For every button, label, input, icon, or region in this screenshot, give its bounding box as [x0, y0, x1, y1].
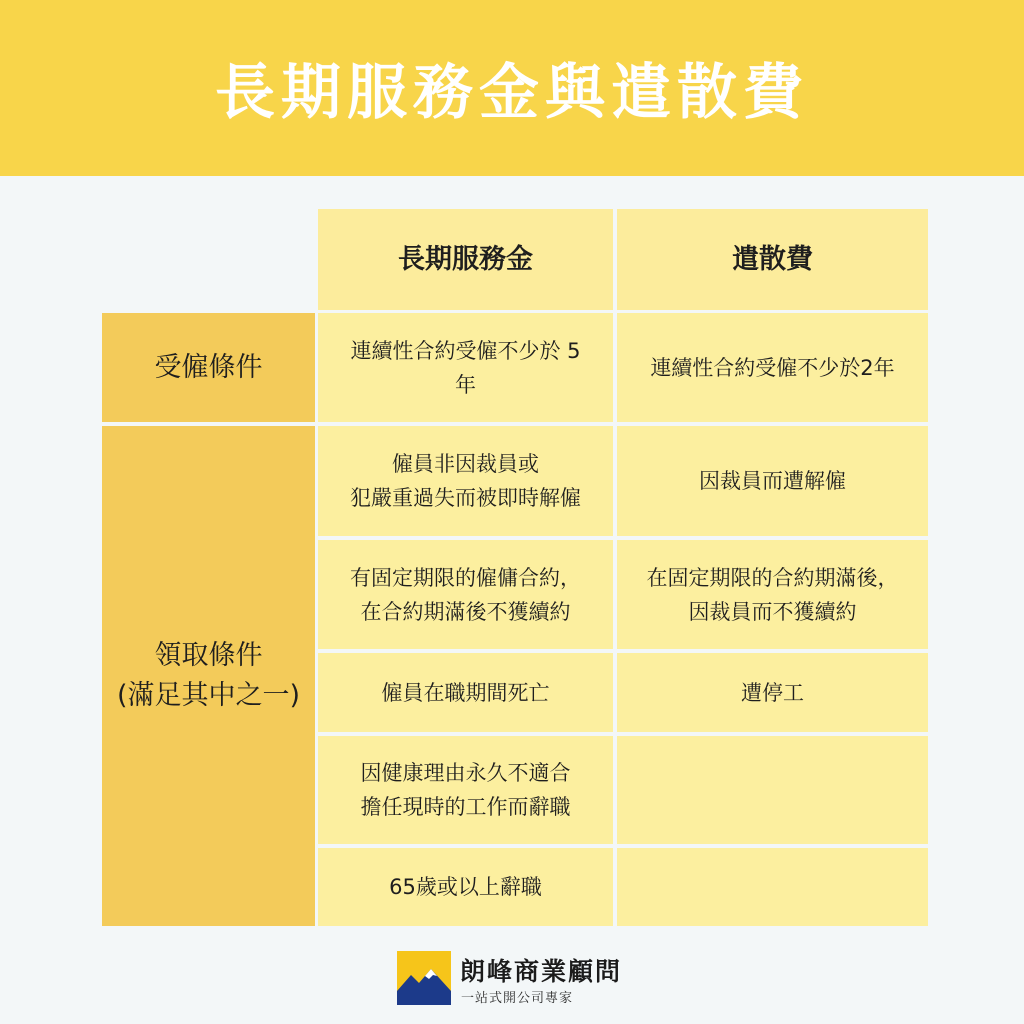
- table-cell-empty: [617, 736, 928, 844]
- mountain-logo-icon: [397, 951, 451, 1005]
- row-label-employment-condition: 受僱條件: [102, 313, 315, 422]
- table-cell: 僱員非因裁員或 犯嚴重過失而被即時解僱: [318, 426, 613, 536]
- table-cell: 因裁員而遭解僱: [617, 426, 928, 536]
- page-title: 長期服務金與遣散費: [215, 58, 809, 128]
- table-cell: 在固定期限的合約期滿後， 因裁員而不獲續約: [617, 540, 928, 649]
- table-cell: 有固定期限的僱傭合約， 在合約期滿後不獲續約: [318, 540, 613, 649]
- table-cell: 65歲或以上辭職: [318, 848, 613, 926]
- column-header-severance: 遣散費: [617, 209, 928, 310]
- table-cell: 連續性合約受僱不少於2年: [617, 313, 928, 422]
- title-banner: [0, 0, 1024, 176]
- table-cell: 遭停工: [617, 653, 928, 732]
- brand-name: 朗峰商業顧問: [460, 957, 623, 986]
- column-header-long-service: 長期服務金: [318, 209, 613, 310]
- row-label-eligibility-condition: 領取條件 (滿足其中之一): [102, 426, 315, 926]
- table-cell: 因健康理由永久不適合 擔任現時的工作而辭職: [318, 736, 613, 844]
- brand-tagline: 一站式開公司專家: [461, 991, 574, 1006]
- table-cell: 僱員在職期間死亡: [318, 653, 613, 732]
- table-cell-empty: [617, 848, 928, 926]
- table-cell: 連續性合約受僱不少於 5 年: [318, 313, 613, 422]
